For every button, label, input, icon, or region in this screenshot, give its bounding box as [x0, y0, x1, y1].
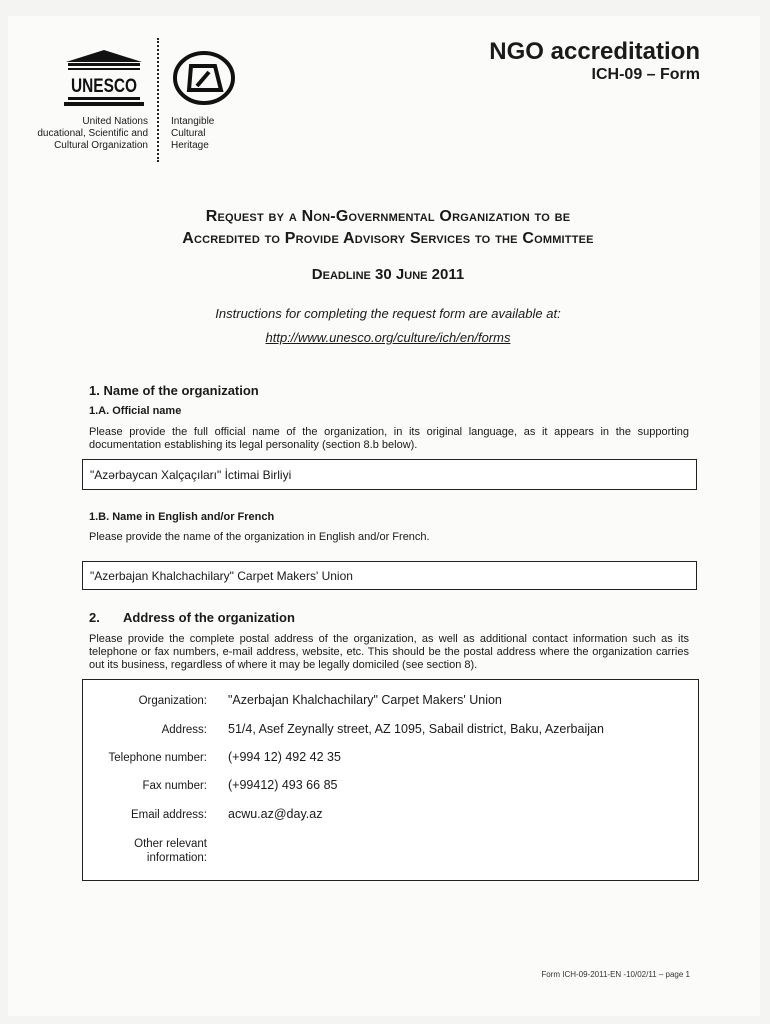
form-code: ICH-09 – Form [591, 66, 700, 83]
address-box [82, 679, 699, 881]
address-value[interactable]: 51/4, Asef Zeynally street, AZ 1095, Sabail district, Baku, Azerbaijan [228, 722, 604, 736]
address-label: Address: [161, 724, 207, 736]
section2-number: 2. [89, 610, 100, 625]
section1-heading: 1. Name of the organization [89, 383, 259, 398]
section2-instructions: Please provide the complete postal address of the organization, as well as additional contact information such as its telephone or fax numbers, e-mail address, website, etc. This should be the postal address where the organization carries out its business, regardless of where it may be legally domiciled (see section 8). [89, 633, 689, 671]
section1b-heading: 1.B. Name in English and/or French [89, 511, 275, 523]
forms-link[interactable]: http://www.unesco.org/culture/ich/en/forms [265, 330, 511, 345]
other-info-label: Other relevant information: [134, 838, 207, 864]
logo-divider [157, 38, 159, 162]
deadline: Deadline 30 June 2011 [311, 266, 465, 283]
main-title-line1: Request by a Non-Governmental Organization to be [205, 208, 571, 225]
page-footer: Form ICH-09-2011-EN -10/02/11 – page 1 [541, 970, 690, 979]
unesco-caption: United Nations ducational, Scientific and Cultural Organization [37, 116, 148, 151]
official-name-field[interactable]: "Azərbaycan Xalçaçıları" İctimai Birliyi [82, 459, 697, 490]
section1a-instructions: Please provide the full official name of the organization, in its original language, as it appears in the supporting documentation establishing its legal personality (section 8.b below). [89, 426, 689, 451]
main-title [60, 206, 716, 250]
english-name-field[interactable]: "Azerbajan Khalchachilary" Carpet Makers' Union [82, 561, 697, 590]
organization-label: Organization: [138, 695, 207, 707]
unesco-logo [62, 48, 146, 108]
email-value[interactable]: acwu.az@day.az [228, 807, 323, 821]
main-title-line2: Accredited to Provide Advisory Services to the Committee [182, 230, 594, 247]
ich-caption: Intangible Cultural Heritage [171, 116, 215, 151]
ich-logo [171, 50, 239, 106]
fax-label: Fax number: [142, 780, 207, 792]
form-title: NGO accreditation [489, 38, 700, 65]
email-label: Email address: [130, 809, 207, 821]
section1b-instructions: Please provide the name of the organization in English and/or French. [89, 531, 430, 543]
telephone-label: Telephone number: [108, 752, 207, 764]
fax-value[interactable]: (+99412) 493 66 85 [228, 778, 338, 792]
organization-value[interactable]: "Azerbajan Khalchachilary" Carpet Makers' Union [228, 693, 502, 707]
section1a-heading: 1.A. Official name [89, 405, 182, 417]
instructions-text: Instructions for completing the request form are available at: [215, 306, 561, 321]
unesco-wordmark: UNESCO [71, 76, 137, 97]
section2-heading: Address of the organization [123, 610, 295, 625]
telephone-value[interactable]: (+994 12) 492 42 35 [228, 750, 341, 764]
